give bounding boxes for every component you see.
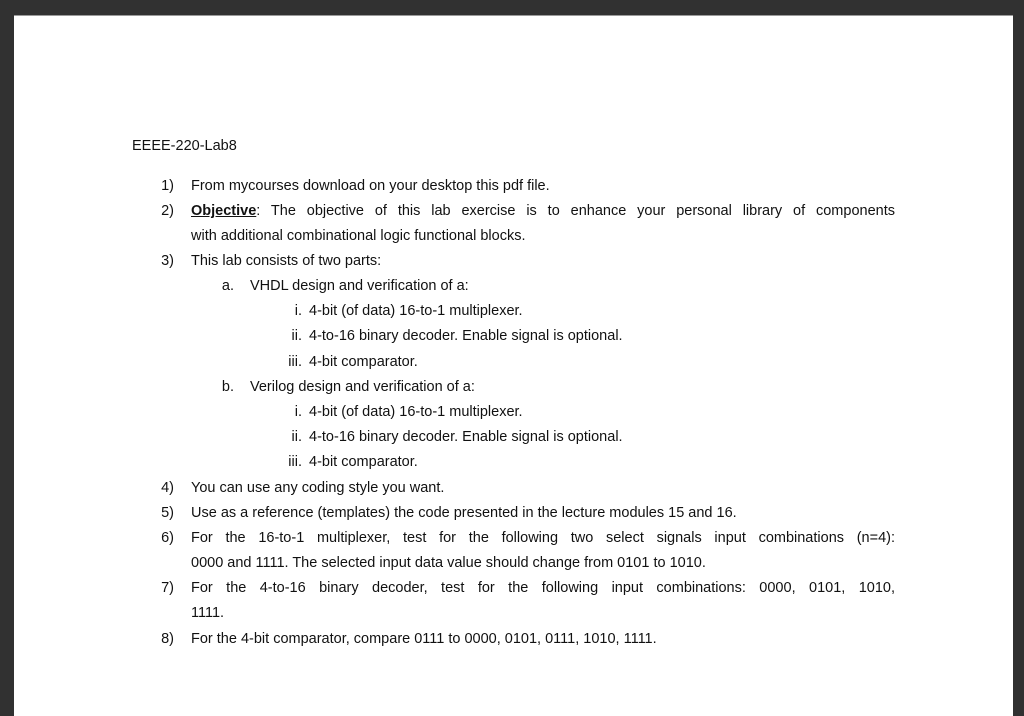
sub-number: i. xyxy=(294,404,302,420)
item-text: 0000 and 1111. The selected input data value should change from 0101 to 1010. xyxy=(191,555,706,571)
item-text: Use as a reference (templates) the code presented in the lecture modules 15 and 16. xyxy=(191,505,737,521)
sub-number: ii. xyxy=(291,328,302,344)
item-number: 2) xyxy=(161,203,174,219)
objective-label: Objective xyxy=(191,203,257,219)
item-number: 4) xyxy=(161,480,174,496)
item-number: 8) xyxy=(161,631,174,647)
item-text: You can use any coding style you want. xyxy=(191,480,445,496)
document-page xyxy=(14,15,1013,716)
sub-text: 4-bit (of data) 16-to-1 multiplexer. xyxy=(309,303,523,319)
sub-text: 4-bit comparator. xyxy=(309,354,418,370)
sub-number: iii. xyxy=(288,454,302,470)
sub-number: i. xyxy=(294,303,302,319)
item-number: 5) xyxy=(161,505,174,521)
part-text: VHDL design and verification of a: xyxy=(250,278,469,294)
sub-text: 4-to-16 binary decoder. Enable signal is optional. xyxy=(309,328,623,344)
item-text: For the 16-to-1 multiplexer, test for the following two select signals input combinations (n=4): xyxy=(191,530,895,546)
item-text: with additional combinational logic functional blocks. xyxy=(191,228,526,244)
item-text: From mycourses download on your desktop this pdf file. xyxy=(191,178,550,194)
item-text: For the 4-bit comparator, compare 0111 to 0000, 0101, 0111, 1010, 1111. xyxy=(191,631,657,647)
item-number: 7) xyxy=(161,580,174,596)
sub-number: iii. xyxy=(288,354,302,370)
item-text: This lab consists of two parts: xyxy=(191,253,382,269)
item-text xyxy=(191,202,895,220)
item-text: For the 4-to-16 binary decoder, test for the following input combinations: 0000, 0101, 1010, xyxy=(191,580,895,596)
objective-text: : The objective of this lab exercise is to enhance your personal library of components xyxy=(256,203,895,219)
item-number: 6) xyxy=(161,530,174,546)
item-number: 3) xyxy=(161,253,174,269)
item-text: 1111. xyxy=(191,605,225,621)
sub-text: 4-bit (of data) 16-to-1 multiplexer. xyxy=(309,404,523,420)
part-text: Verilog design and verification of a: xyxy=(250,379,475,395)
sub-text: 4-to-16 binary decoder. Enable signal is optional. xyxy=(309,429,623,445)
sub-number: ii. xyxy=(291,429,302,445)
part-number: b. xyxy=(221,379,234,395)
document-title: EEEE-220-Lab8 xyxy=(132,138,237,154)
sub-text: 4-bit comparator. xyxy=(309,454,418,470)
item-number: 1) xyxy=(161,178,174,194)
part-number: a. xyxy=(221,278,234,294)
